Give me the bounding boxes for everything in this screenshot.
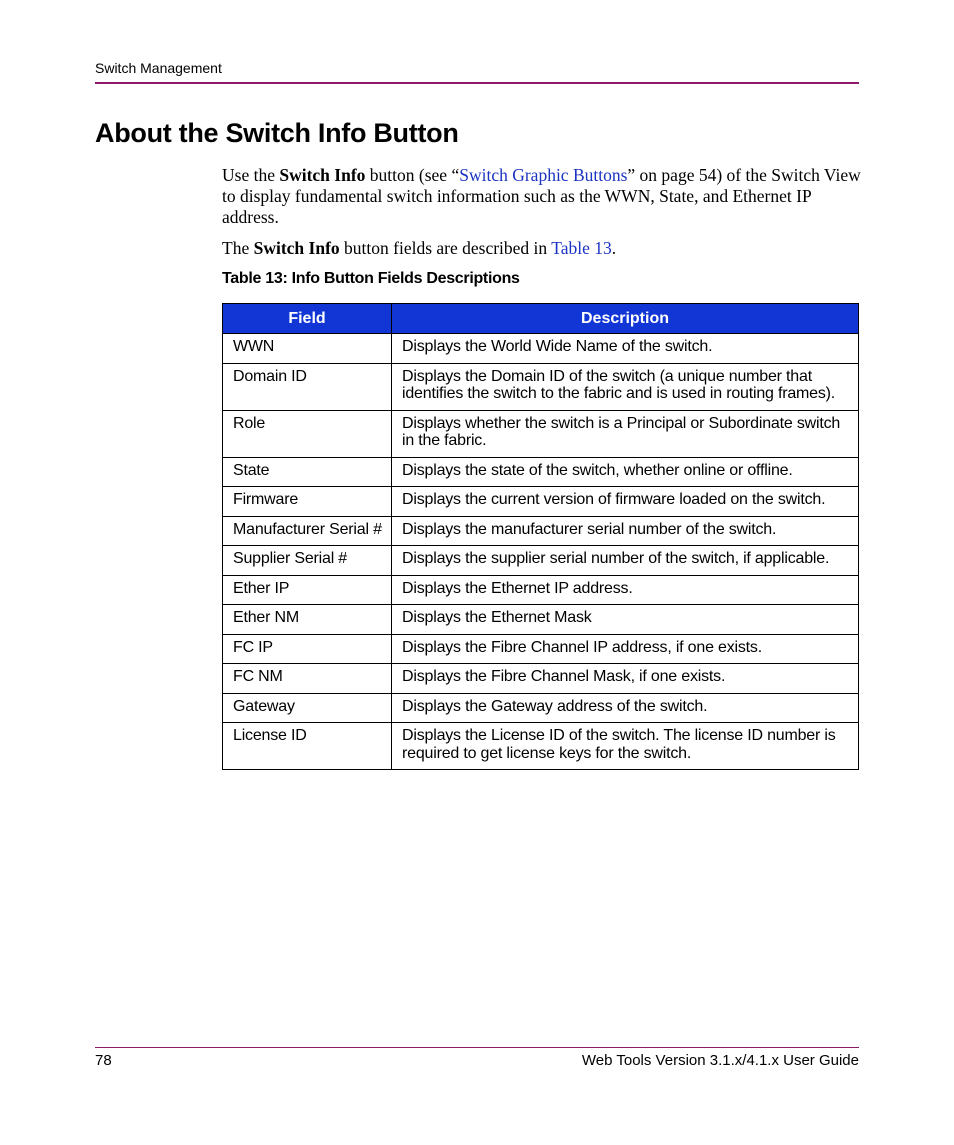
document-title: Web Tools Version 3.1.x/4.1.x User Guide: [581, 1052, 859, 1069]
intro-bold-switch-info: Switch Info: [279, 165, 366, 185]
table-row: [223, 605, 859, 635]
field-cell: FC NM: [223, 664, 392, 694]
table-13-link[interactable]: Table 13: [551, 238, 612, 258]
info-button-fields-table: [222, 303, 859, 770]
field-cell: Domain ID: [223, 363, 392, 410]
description-cell: Displays the current version of firmware loaded on the switch.: [392, 487, 859, 517]
field-cell: Manufacturer Serial #: [223, 516, 392, 546]
table-row: [223, 487, 859, 517]
ref-text-2: button fields are described in: [339, 238, 552, 258]
table-reference-paragraph: [222, 238, 862, 259]
description-cell: Displays the Ethernet IP address.: [392, 575, 859, 605]
column-header-field: Field: [223, 304, 392, 334]
switch-graphic-buttons-link[interactable]: Switch Graphic Buttons: [459, 165, 628, 185]
field-cell: FC IP: [223, 634, 392, 664]
table-row: [223, 334, 859, 364]
description-cell: Displays the World Wide Name of the switch.: [392, 334, 859, 364]
table-row: [223, 723, 859, 770]
field-cell: Supplier Serial #: [223, 546, 392, 576]
description-cell: Displays the supplier serial number of the switch, if applicable.: [392, 546, 859, 576]
table-row: [223, 516, 859, 546]
intro-text-3: ” on page 54) of the Switch View to display fundamental switch information such as the WWN, State, and Ethernet IP address.: [222, 165, 861, 227]
table-row: [223, 693, 859, 723]
description-cell: Displays the Domain ID of the switch (a unique number that identifies the switch to the fabric and is used in routing frames).: [392, 363, 859, 410]
ref-bold-switch-info: Switch Info: [253, 238, 340, 258]
description-cell: Displays the Fibre Channel IP address, if one exists.: [392, 634, 859, 664]
table-row: [223, 664, 859, 694]
table-caption: Table 13: Info Button Fields Descriptions: [222, 270, 520, 287]
field-cell: WWN: [223, 334, 392, 364]
intro-paragraph: [222, 165, 862, 228]
field-cell: Firmware: [223, 487, 392, 517]
table-header-row: [223, 304, 859, 334]
description-cell: Displays the state of the switch, whether online or offline.: [392, 457, 859, 487]
page-number: 78: [95, 1052, 112, 1069]
description-cell: Displays the Gateway address of the switch.: [392, 693, 859, 723]
ref-text-1: The: [222, 238, 254, 258]
field-cell: Role: [223, 410, 392, 457]
section-title: About the Switch Info Button: [95, 118, 459, 148]
description-cell: Displays the Ethernet Mask: [392, 605, 859, 635]
table-row: [223, 410, 859, 457]
description-cell: Displays the Fibre Channel Mask, if one exists.: [392, 664, 859, 694]
header-rule: [95, 82, 859, 84]
description-cell: Displays the manufacturer serial number of the switch.: [392, 516, 859, 546]
table-row: [223, 457, 859, 487]
table-row: [223, 546, 859, 576]
intro-text-1: Use the: [222, 165, 280, 185]
table-row: [223, 575, 859, 605]
field-cell: Ether NM: [223, 605, 392, 635]
footer-rule: [95, 1047, 859, 1048]
description-cell: Displays whether the switch is a Principal or Subordinate switch in the fabric.: [392, 410, 859, 457]
intro-text-2: button (see “: [365, 165, 460, 185]
field-cell: License ID: [223, 723, 392, 770]
field-cell: Gateway: [223, 693, 392, 723]
table-row: [223, 634, 859, 664]
field-cell: Ether IP: [223, 575, 392, 605]
table-row: [223, 363, 859, 410]
column-header-description: Description: [392, 304, 859, 334]
description-cell: Displays the License ID of the switch. The license ID number is required to get license keys for the switch.: [392, 723, 859, 770]
ref-text-3: .: [611, 238, 617, 258]
running-head: Switch Management: [95, 60, 222, 76]
field-cell: State: [223, 457, 392, 487]
